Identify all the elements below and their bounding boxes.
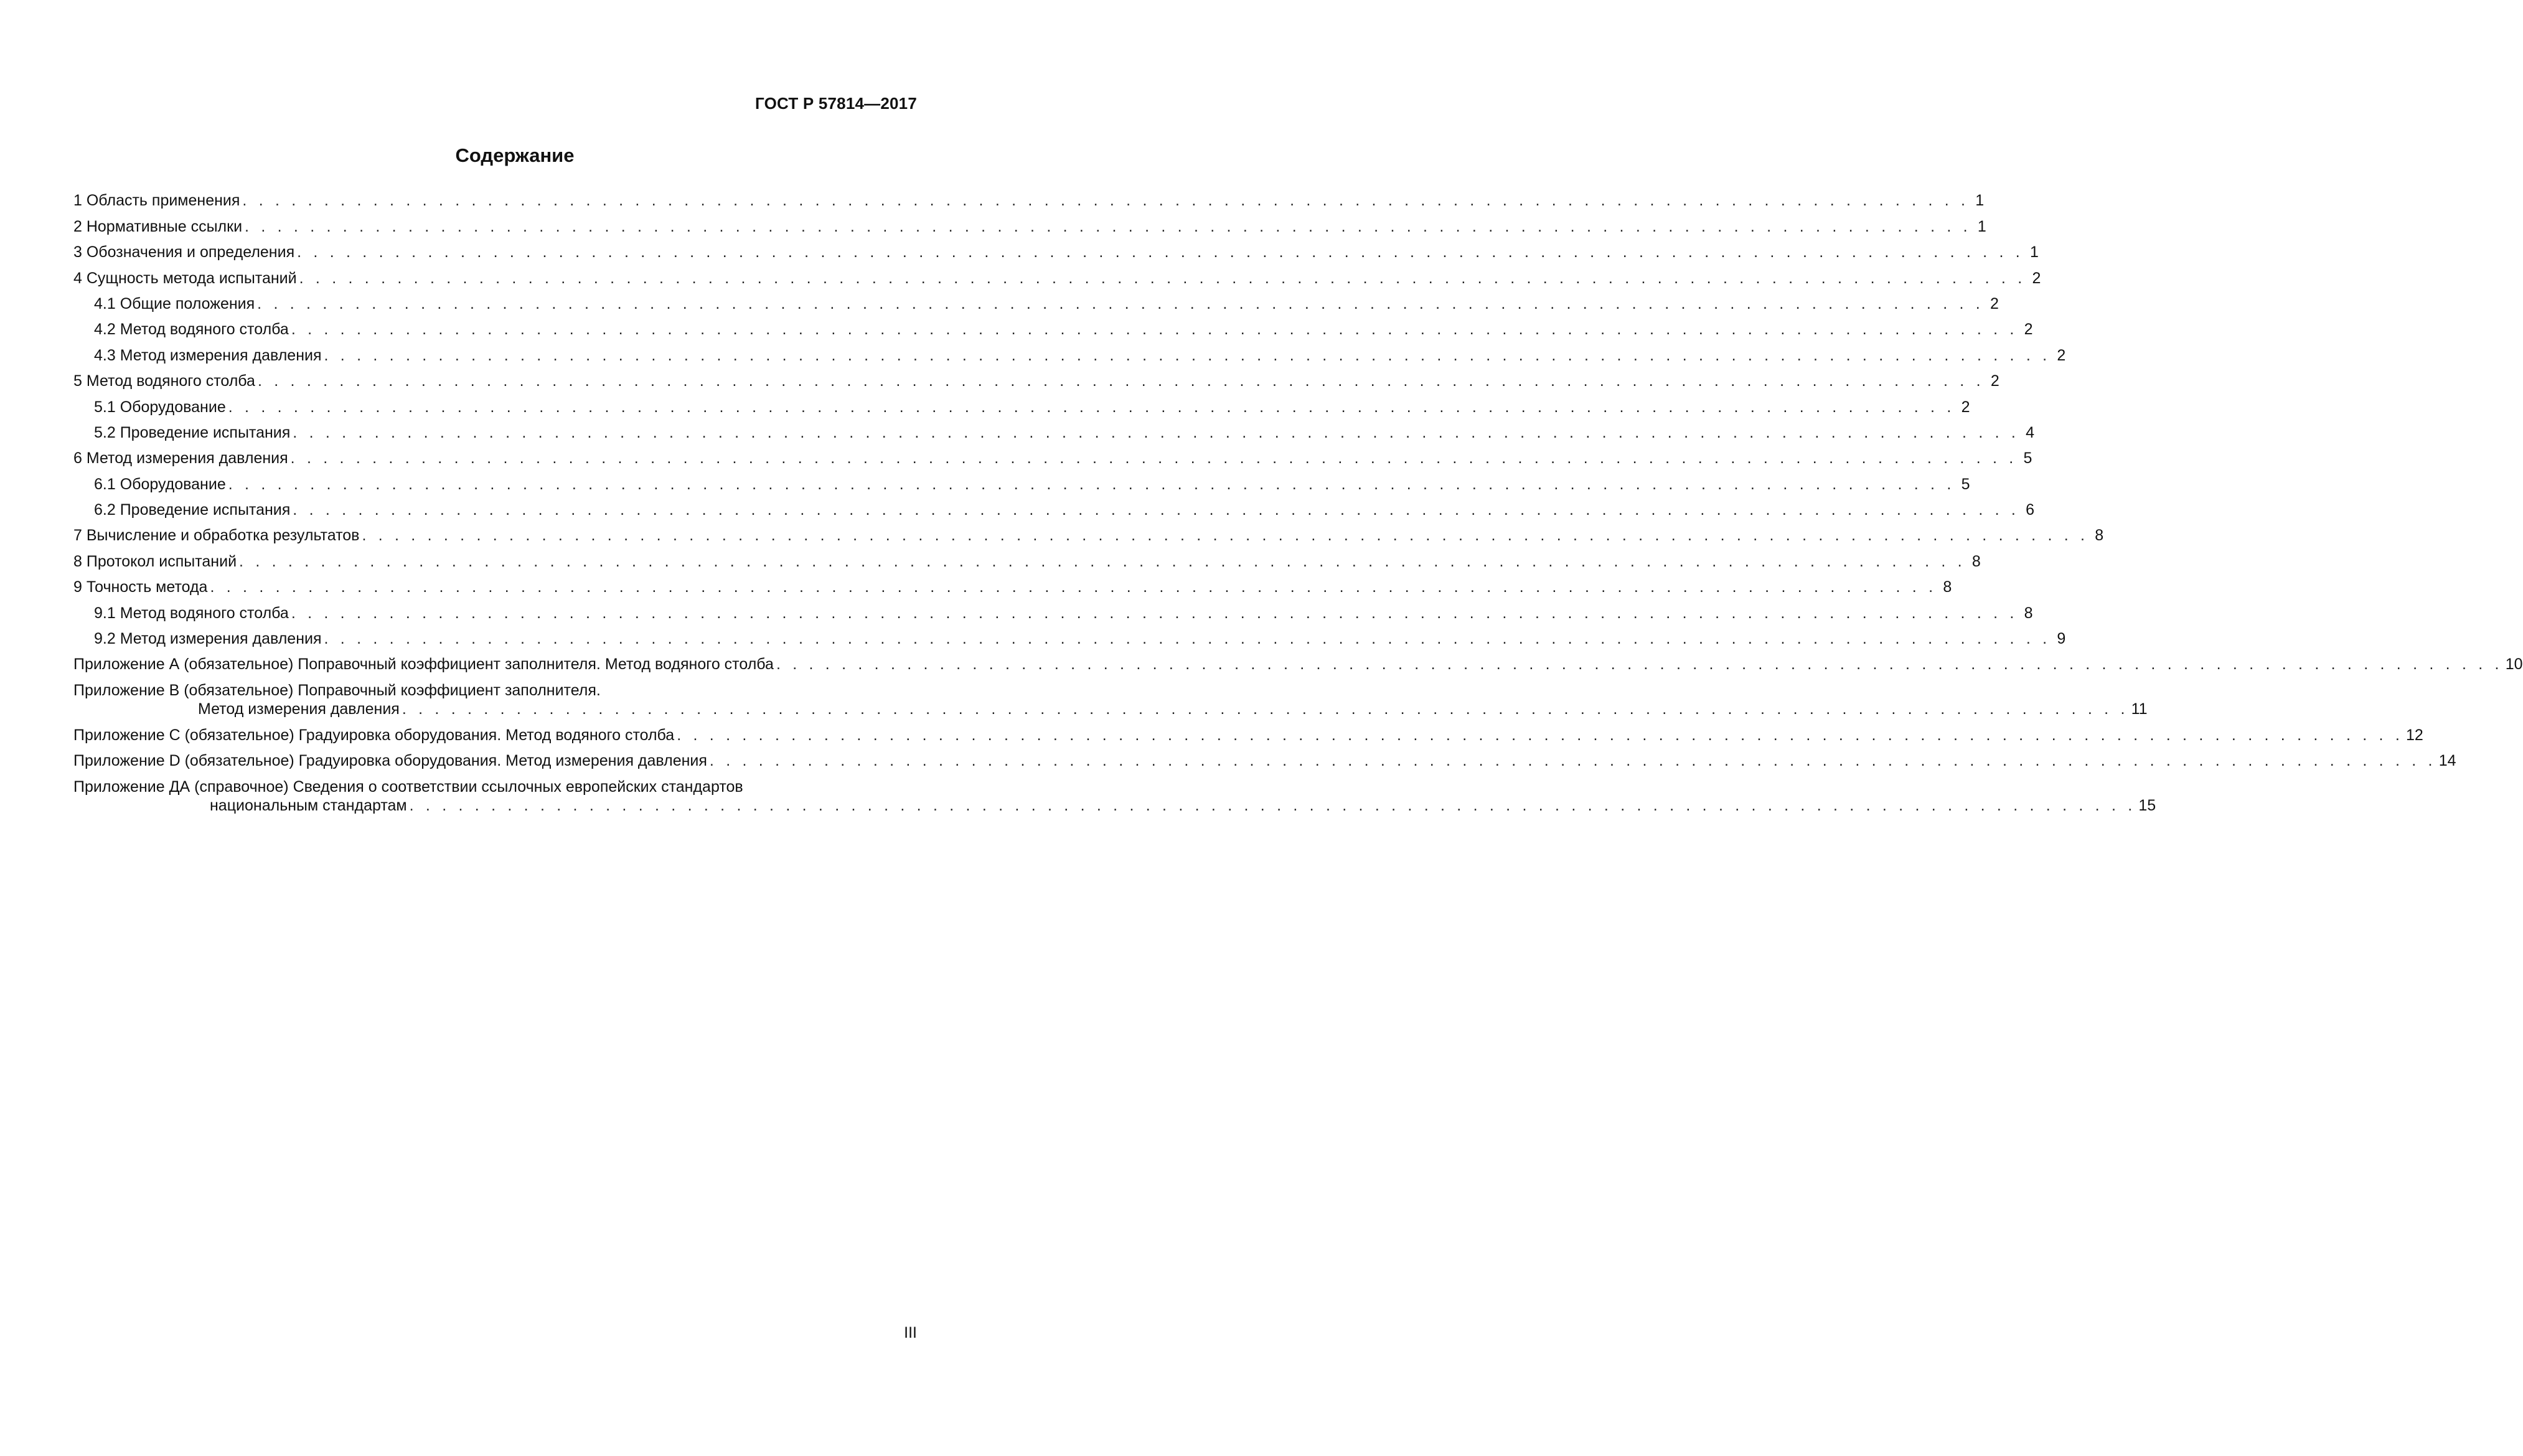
toc-entry-page: 11 xyxy=(2131,700,2148,718)
toc-leader-dots: . . . . . . . . . . . . . . . . . . . . . . . . . . . . . . . . . . . . . . . . . . . . . . . . . . . . . . . . . . . . . . . . . . . . . . . . . . . . . . . . . . . . . . . . . . . . . . . . . . . . . . . . . . xyxy=(293,501,2020,519)
toc-leader-dots: . . . . . . . . . . . . . . . . . . . . . . . . . . . . . . . . . . . . . . . . . . . . . . . . . . . . . . . . . . . . . . . . . . . . . . . . . . . . . . . . . . . . . . . . . . . . . . . . . . . . . . . . . . xyxy=(324,346,2051,364)
toc-entry[interactable] xyxy=(73,212,1986,238)
toc-leader-dots: . . . . . . . . . . . . . . . . . . . . . . . . . . . . . . . . . . . . . . . . . . . . . . . . . . . . . . . . . . . . . . . . . . . . . . . . . . . . . . . . . . . . . . . . . . . . . . . . . . . . . . . . . . xyxy=(257,372,1985,390)
toc-leader-dots: . . . . . . . . . . . . . . . . . . . . . . . . . . . . . . . . . . . . . . . . . . . . . . . . . . . . . . . . . . . . . . . . . . . . . . . . . . . . . . . . . . . . . . . . . . . . . . . . . . . . . . . . . . xyxy=(362,527,2089,545)
toc-leader-dots: . . . . . . . . . . . . . . . . . . . . . . . . . . . . . . . . . . . . . . . . . . . . . . . . . . . . . . . . . . . . . . . . . . . . . . . . . . . . . . . . . . . . . . . . . . . . . . . . . . . . . . . . . . xyxy=(245,217,1971,235)
toc-entry[interactable] xyxy=(73,470,1970,496)
toc-entry-label: 5 Метод водяного столба xyxy=(73,372,255,390)
toc-entry-label: Приложение С (обязательное) Градуировка оборудования. Метод водяного столба xyxy=(73,726,675,744)
toc-entry-page: 10 xyxy=(2505,655,2523,674)
toc-entry-page: 2 xyxy=(2057,346,2066,364)
toc-leader-dots: . . . . . . . . . . . . . . . . . . . . . . . . . . . . . . . . . . . . . . . . . . . . . . . . . . . . . . . . . . . . . . . . . . . . . . . . . . . . . . . . . . . . . . . . . . . . . . . . . . . . . . . . . . xyxy=(297,243,2024,261)
toc-entry[interactable] xyxy=(73,599,2033,624)
toc-entry[interactable] xyxy=(73,651,2523,676)
toc-entry-page: 4 xyxy=(2026,423,2035,441)
toc-entry-label: 8 Протокол испытаний xyxy=(73,552,237,570)
toc-entry[interactable] xyxy=(73,264,2041,289)
toc-entry-page: 14 xyxy=(2438,752,2456,770)
toc-entry[interactable] xyxy=(73,290,1999,316)
toc-entry-label: 9.1 Метод водяного столба xyxy=(94,604,289,622)
toc-entry-label: 4 Сущность метода испытаний xyxy=(73,269,297,287)
toc-leader-dots: . . . . . . . . . . . . . . . . . . . . . . . . . . . . . . . . . . . . . . . . . . . . . . . . . . . . . . . . . . . . . . . . . . . . . . . . . . . . . . . . . . . . . . . . . . . . . . . . . . . . . . . . . . xyxy=(242,192,1970,210)
toc-leader-dots: . . . . . . . . . . . . . . . . . . . . . . . . . . . . . . . . . . . . . . . . . . . . . . . . . . . . . . . . . . . . . . . . . . . . . . . . . . . . . . . . . . . . . . . . . . . . . . . . . . . . . . . . . . xyxy=(228,475,1955,493)
toc-leader-dots: . . . . . . . . . . . . . . . . . . . . . . . . . . . . . . . . . . . . . . . . . . . . . . . . . . . . . . . . . . . . . . . . . . . . . . . . . . . . . . . . . . . . . . . . . . . . . . . . . . . . . . . . . . xyxy=(709,752,2436,770)
page-number: III xyxy=(904,1324,917,1341)
toc-entry[interactable] xyxy=(73,625,2066,651)
toc-entry-page: 2 xyxy=(2032,269,2041,287)
toc-entry-label: 6.1 Оборудование xyxy=(94,475,226,493)
toc-entry-label: 9.2 Метод измерения давления xyxy=(94,630,322,648)
toc-entry-label: 7 Вычисление и обработка результатов xyxy=(73,527,360,545)
toc-entry[interactable] xyxy=(73,522,2104,547)
toc-leader-dots: . . . . . . . . . . . . . . . . . . . . . . . . . . . . . . . . . . . . . . . . . . . . . . . . . . . . . . . . . . . . . . . . . . . . . . . . . . . . . . . . . . . . . . . . . . . . . . . . . . . . . . . . . . xyxy=(293,423,2020,441)
toc-entry-page: 1 xyxy=(1977,217,1986,235)
toc-leader-dots: . . . . . . . . . . . . . . . . . . . . . . . . . . . . . . . . . . . . . . . . . . . . . . . . . . . . . . . . . . . . . . . . . . . . . . . . . . . . . . . . . . . . . . . . . . . . . . . . . . . . . . . . . . xyxy=(324,630,2051,648)
toc-entry-label: 5.1 Оборудование xyxy=(94,398,226,416)
toc-leader-dots: . . . . . . . . . . . . . . . . . . . . . . . . . . . . . . . . . . . . . . . . . . . . . . . . . . . . . . . . . . . . . . . . . . . . . . . . . . . . . . . . . . . . . . . . . . . . . . . . . . . . . . . . . . xyxy=(409,797,2136,815)
toc-entry-label: 6.2 Проведение испытания xyxy=(94,501,291,519)
toc-entry-page: 12 xyxy=(2405,726,2423,744)
toc-leader-dots: . . . . . . . . . . . . . . . . . . . . . . . . . . . . . . . . . . . . . . . . . . . . . . . . . . . . . . . . . . . . . . . . . . . . . . . . . . . . . . . . . . . . . . . . . . . . . . . . . . . . . . . . . . xyxy=(228,398,1955,416)
toc-leader-dots: . . . . . . . . . . . . . . . . . . . . . . . . . . . . . . . . . . . . . . . . . . . . . . . . . . . . . . . . . . . . . . . . . . . . . . . . . . . . . . . . . . . . . . . . . . . . . . . . . . . . . . . . . . xyxy=(239,552,1966,570)
toc-entry-page: 8 xyxy=(1971,552,1981,570)
toc-title: Содержание xyxy=(455,144,575,166)
toc-entry-page: 5 xyxy=(2023,449,2032,467)
toc-entry-page: 1 xyxy=(2029,243,2039,261)
toc-entry[interactable] xyxy=(73,316,2033,341)
toc-entry[interactable] xyxy=(73,496,2035,522)
toc-entry-page: 1 xyxy=(1975,192,1985,210)
toc-entry-label: 1 Область применения xyxy=(73,192,240,210)
toc-entry-page: 2 xyxy=(2024,321,2033,339)
toc-entry-label: 5.2 Проведение испытания xyxy=(94,423,291,441)
toc-entry-label: Приложение D (обязательное) Градуировка оборудования. Метод измерения давления xyxy=(73,752,707,770)
toc-entry-page: 2 xyxy=(1990,294,1999,312)
toc-entry-label: 4.3 Метод измерения давления xyxy=(94,346,322,364)
toc-leader-dots: . . . . . . . . . . . . . . . . . . . . . . . . . . . . . . . . . . . . . . . . . . . . . . . . . . . . . . . . . . . . . . . . . . . . . . . . . . . . . . . . . . . . . . . . . . . . . . . . . . . . . . . . . . xyxy=(290,449,2018,467)
toc-leader-dots: . . . . . . . . . . . . . . . . . . . . . . . . . . . . . . . . . . . . . . . . . . . . . . . . . . . . . . . . . . . . . . . . . . . . . . . . . . . . . . . . . . . . . . . . . . . . . . . . . . . . . . . . . . xyxy=(402,700,2129,718)
toc-entry-page: 2 xyxy=(1961,398,1970,416)
toc-entry-label: 6 Метод измерения давления xyxy=(73,449,288,467)
toc-entry[interactable] xyxy=(73,444,2032,470)
toc-entry[interactable] xyxy=(73,238,2039,264)
toc-entry-label: 2 Нормативные ссылки xyxy=(73,217,243,235)
toc-entry-label: 3 Обозначения и определения xyxy=(73,243,295,261)
document-code: ГОСТ Р 57814—2017 xyxy=(755,94,917,113)
toc-entry-label: Приложение В (обязательное) Поправочный коэффициент заполнителя. xyxy=(73,682,601,700)
toc-entry[interactable] xyxy=(73,367,1999,393)
toc-entry[interactable] xyxy=(73,419,2035,444)
toc-leader-dots: . . . . . . . . . . . . . . . . . . . . . . . . . . . . . . . . . . . . . . . . . . . . . . . . . . . . . . . . . . . . . . . . . . . . . . . . . . . . . . . . . . . . . . . . . . . . . . . . . . . . . . . . . . xyxy=(299,269,2026,287)
toc-entry-label: 9 Точность метода xyxy=(73,578,208,596)
toc-entry[interactable] xyxy=(73,341,2066,367)
toc-entry[interactable] xyxy=(73,547,1981,573)
toc-entry-page: 8 xyxy=(2024,604,2033,622)
toc-entry-label: Приложение А (обязательное) Поправочный коэффициент заполнителя. Метод водяного столба xyxy=(73,655,774,674)
toc-entry-label: 4.1 Общие положения xyxy=(94,294,255,312)
toc-entry[interactable] xyxy=(73,721,2423,746)
toc-entry-page: 2 xyxy=(1990,372,1999,390)
toc-entry-label: Приложение ДА (справочное) Сведения о соответствии ссылочных европейских стандартов xyxy=(73,778,743,796)
toc-leader-dots: . . . . . . . . . . . . . . . . . . . . . . . . . . . . . . . . . . . . . . . . . . . . . . . . . . . . . . . . . . . . . . . . . . . . . . . . . . . . . . . . . . . . . . . . . . . . . . . . . . . . . . . . . . xyxy=(210,578,1937,596)
toc-entry-page: 6 xyxy=(2026,501,2035,519)
toc-leader-dots: . . . . . . . . . . . . . . . . . . . . . . . . . . . . . . . . . . . . . . . . . . . . . . . . . . . . . . . . . . . . . . . . . . . . . . . . . . . . . . . . . . . . . . . . . . . . . . . . . . . . . . . . . . xyxy=(291,604,2018,622)
toc-entry[interactable] xyxy=(73,573,1952,599)
toc-entry[interactable] xyxy=(73,187,1985,212)
toc-entry-page: 8 xyxy=(2095,527,2104,545)
toc-entry-label-continuation: Метод измерения давления xyxy=(198,700,400,718)
toc-entry-page: 5 xyxy=(1961,475,1970,493)
toc-leader-dots: . . . . . . . . . . . . . . . . . . . . . . . . . . . . . . . . . . . . . . . . . . . . . . . . . . . . . . . . . . . . . . . . . . . . . . . . . . . . . . . . . . . . . . . . . . . . . . . . . . . . . . . . . . xyxy=(291,321,2018,339)
toc-leader-dots: . . . . . . . . . . . . . . . . . . . . . . . . . . . . . . . . . . . . . . . . . . . . . . . . . . . . . . . . . . . . . . . . . . . . . . . . . . . . . . . . . . . . . . . . . . . . . . . . . . . . . . . . . . xyxy=(677,726,2403,744)
toc-entry[interactable] xyxy=(73,773,2156,817)
table-of-contents xyxy=(73,187,2523,817)
toc-entry[interactable] xyxy=(73,393,1970,418)
toc-entry[interactable] xyxy=(73,747,2456,773)
toc-leader-dots: . . . . . . . . . . . . . . . . . . . . . . . . . . . . . . . . . . . . . . . . . . . . . . . . . . . . . . . . . . . . . . . . . . . . . . . . . . . . . . . . . . . . . . . . . . . . . . . . . . . . . . . . . . xyxy=(257,294,1984,312)
toc-leader-dots: . . . . . . . . . . . . . . . . . . . . . . . . . . . . . . . . . . . . . . . . . . . . . . . . . . . . . . . . . . . . . . . . . . . . . . . . . . . . . . . . . . . . . . . . . . . . . . . . . . . . . . . . . . xyxy=(776,655,2503,674)
toc-entry-page: 9 xyxy=(2057,630,2066,648)
toc-entry[interactable] xyxy=(73,676,2148,721)
toc-entry-page: 15 xyxy=(2138,797,2156,815)
toc-entry-page: 8 xyxy=(1943,578,1952,596)
toc-entry-label-continuation: национальным стандартам xyxy=(210,797,407,815)
toc-entry-label: 4.2 Метод водяного столба xyxy=(94,321,289,339)
